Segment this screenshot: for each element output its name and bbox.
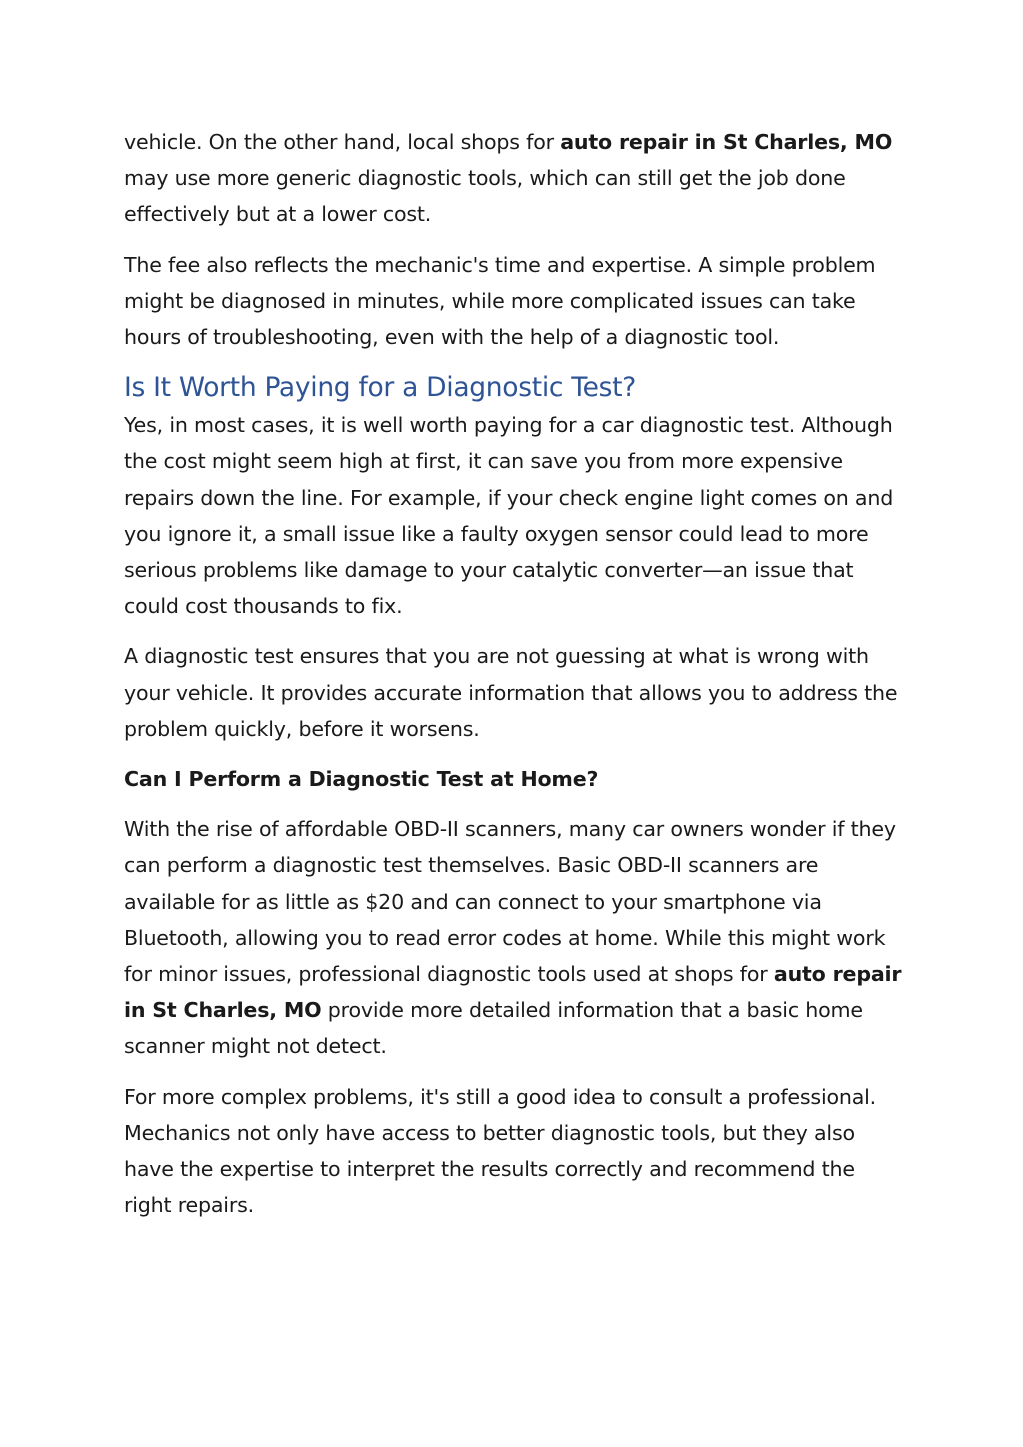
paragraph-text: may use more generic diagnostic tools, which can still get the job done effectively but at a lower cost. <box>124 166 846 227</box>
bold-keyword-link-text: auto repair in St Charles, MO <box>560 130 893 154</box>
paragraph-text: provide more detailed information that a basic home scanner might not detect. <box>124 998 863 1059</box>
paragraph-obd-scanners <box>124 811 902 1064</box>
subheading-test-at-home: Can I Perform a Diagnostic Test at Home? <box>124 767 599 792</box>
paragraph-consult-professional: For more complex problems, it's still a good idea to consult a professional. Mechanics not only have access to better diagnostic tools, but they also have the expertise to interpret the results correctly and recommend the right repairs. <box>124 1084 877 1218</box>
paragraph-text: vehicle. On the other hand, local shops for <box>124 130 561 154</box>
paragraph-fee-expertise: The fee also reflects the mechanic's time and expertise. A simple problem might be diagnosed in minutes, while more complicated issues can take hours of troubleshooting, even with the help of a diagnostic tool. <box>124 252 876 350</box>
document-page <box>124 124 902 1237</box>
paragraph-worth-paying: Yes, in most cases, it is well worth paying for a car diagnostic test. Although the cost might seem high at first, it can save you from more expensive repairs down the line. For example, if your check engine light comes on and you ignore it, a small issue like a faulty oxygen sensor could lead to more serious problems like damage to your catalytic converter—an issue that could cost thousands to fix. <box>124 413 894 619</box>
paragraph-cost-tools <box>124 124 902 233</box>
paragraph-accurate-info: A diagnostic test ensures that you are not guessing at what is wrong with your vehicle. It provides accurate information that allows you to address the problem quickly, before it worsens. <box>124 644 898 741</box>
paragraph-text: With the rise of affordable OBD-II scanners, many car owners wonder if they can perform a diagnostic test themselves. Basic OBD-II scanners are available for as little as $20 and can connect to your smartphone via Bluetooth, allowing you to read error codes at home. While this might work for minor issues, professional diagnostic tools used at shops for <box>124 817 896 987</box>
section-heading-worth-paying: Is It Worth Paying for a Diagnostic Test? <box>124 372 637 404</box>
bold-keyword-link-text: auto repair in St Charles, MO <box>124 962 902 1023</box>
